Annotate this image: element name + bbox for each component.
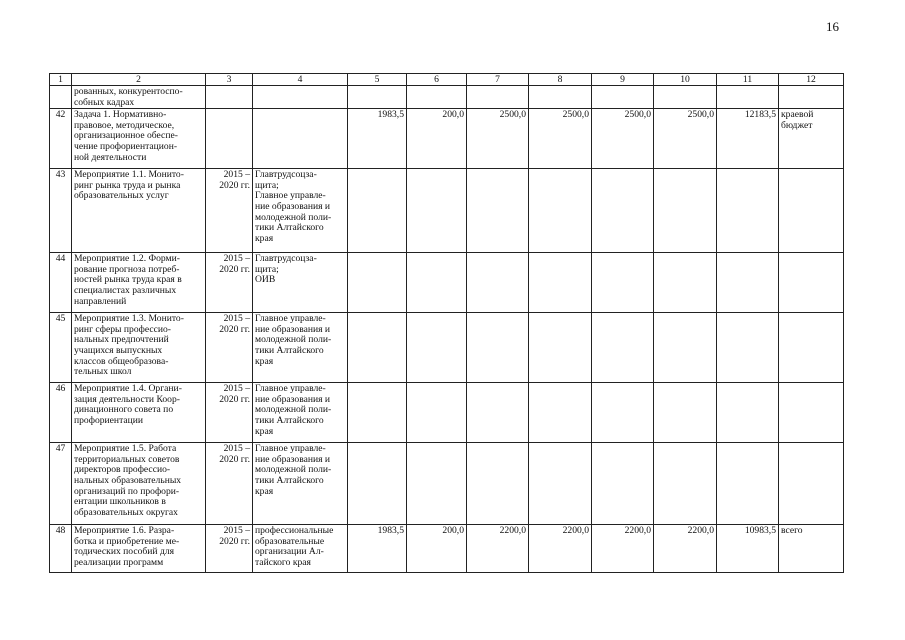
value-cell-v6: 200,0 xyxy=(407,525,467,573)
value-cell-v11 xyxy=(717,253,779,313)
measure-name-line: ентации школьников в xyxy=(74,496,166,508)
executor-cell-line: тайского края xyxy=(255,556,311,568)
measure-name-line: образовательных округах xyxy=(74,506,178,518)
measure-name-line: собных кадрах xyxy=(74,96,135,108)
executor-cell-line: ние образования и xyxy=(255,393,331,405)
header-cell: 2 xyxy=(72,74,206,86)
measure-name xyxy=(72,86,206,109)
program-table xyxy=(49,73,844,573)
measure-name-line: динационного совета по xyxy=(74,404,174,416)
executor-cell-line: ние образования и xyxy=(255,453,331,465)
executor-cell-line: Главное управле- xyxy=(255,313,326,325)
executor-cell xyxy=(253,169,348,253)
value-cell-v8 xyxy=(529,383,592,443)
measure-name-line: организаций по профори- xyxy=(74,485,180,497)
header-cell: 4 xyxy=(253,74,348,86)
funding-source-cell-line: всего xyxy=(781,525,803,537)
executor-cell-line: Главтрудсоцза- xyxy=(255,253,317,265)
value-cell-v8 xyxy=(529,169,592,253)
value-cell-v5 xyxy=(348,86,407,109)
value-cell-v6 xyxy=(407,443,467,525)
header-cell: 11 xyxy=(717,74,779,86)
measure-name-line: учащихся выпускных xyxy=(74,344,163,356)
measure-name-line: профориентации xyxy=(74,414,144,426)
value-cell-v6 xyxy=(407,86,467,109)
executor-cell-line: молодежной поли- xyxy=(255,211,332,223)
header-cell: 1 xyxy=(50,74,72,86)
value-cell-v5 xyxy=(348,313,407,383)
executor-cell-line: молодежной поли- xyxy=(255,404,332,416)
value-cell-v5 xyxy=(348,169,407,253)
funding-source-cell xyxy=(779,383,844,443)
measure-name-line: тельных школ xyxy=(74,366,132,378)
value-cell-v10: 2500,0 xyxy=(654,109,717,169)
measure-name-line: ботка и приобретение ме- xyxy=(74,535,180,547)
value-cell-v7 xyxy=(467,253,529,313)
executor-cell xyxy=(253,313,348,383)
measure-name-line: Мероприятие 1.2. Форми- xyxy=(74,253,180,265)
value-cell-v5: 1983,5 xyxy=(348,525,407,573)
value-cell-v10 xyxy=(654,313,717,383)
period-cell xyxy=(206,169,253,253)
period-cell-line: 2020 гг. xyxy=(219,323,250,335)
value-cell-v9 xyxy=(592,253,654,313)
table-row xyxy=(50,313,844,383)
executor-cell-line: Главтрудсоцза- xyxy=(255,169,317,181)
value-cell-v5: 1983,5 xyxy=(348,109,407,169)
measure-name-line: Мероприятие 1.6. Разра- xyxy=(74,525,175,537)
measure-name xyxy=(72,383,206,443)
period-cell-line: 2020 гг. xyxy=(219,453,250,465)
executor-cell-line: ние образования и xyxy=(255,323,331,335)
executor-cell-line: молодежной поли- xyxy=(255,334,332,346)
row-number: 43 xyxy=(50,169,72,253)
value-cell-v10 xyxy=(654,86,717,109)
executor-cell-line: Главное управле- xyxy=(255,190,326,202)
value-cell-v11 xyxy=(717,383,779,443)
value-cell-v9 xyxy=(592,86,654,109)
period-cell xyxy=(206,525,253,573)
executor-cell xyxy=(253,383,348,443)
period-cell xyxy=(206,109,253,169)
period-cell xyxy=(206,443,253,525)
value-cell-v11: 10983,5 xyxy=(717,525,779,573)
value-cell-v11 xyxy=(717,443,779,525)
measure-name-line: ринг сферы профессио- xyxy=(74,323,171,335)
value-cell-v11 xyxy=(717,313,779,383)
period-cell-line: 2020 гг. xyxy=(219,393,250,405)
value-cell-v7 xyxy=(467,443,529,525)
executor-cell xyxy=(253,109,348,169)
period-cell xyxy=(206,253,253,313)
value-cell-v6 xyxy=(407,383,467,443)
measure-name xyxy=(72,109,206,169)
measure-name-line: ной деятельности xyxy=(74,151,147,163)
value-cell-v10 xyxy=(654,253,717,313)
measure-name-line: правовое, методическое, xyxy=(74,119,175,131)
value-cell-v7 xyxy=(467,383,529,443)
header-cell: 10 xyxy=(654,74,717,86)
executor-cell-line: края xyxy=(255,355,274,367)
period-cell-line: 2015 – xyxy=(223,313,250,325)
executor-cell-line: ОИВ xyxy=(255,274,276,286)
measure-name-line: специалистах различных xyxy=(74,284,177,296)
row-number xyxy=(50,86,72,109)
value-cell-v6: 200,0 xyxy=(407,109,467,169)
executor-cell-line: края xyxy=(255,485,274,497)
executor-cell xyxy=(253,86,348,109)
measure-name-line: Мероприятие 1.5. Работа xyxy=(74,443,177,455)
value-cell-v10 xyxy=(654,383,717,443)
funding-source-cell-line: краевой xyxy=(781,109,814,121)
value-cell-v7: 2200,0 xyxy=(467,525,529,573)
period-cell-line: 2015 – xyxy=(223,525,250,537)
executor-cell-line: Главное управле- xyxy=(255,443,326,455)
executor-cell-line: края xyxy=(255,232,274,244)
value-cell-v10 xyxy=(654,443,717,525)
table-header-row xyxy=(50,74,844,86)
executor-cell-line: организации Ал- xyxy=(255,546,324,558)
value-cell-v8 xyxy=(529,86,592,109)
header-cell: 9 xyxy=(592,74,654,86)
executor-cell-line: Главное управле- xyxy=(255,383,326,395)
table-row xyxy=(50,525,844,573)
measure-name-line: тодических пособий для xyxy=(74,546,175,558)
table-row xyxy=(50,383,844,443)
row-number: 45 xyxy=(50,313,72,383)
measure-name xyxy=(72,169,206,253)
value-cell-v10 xyxy=(654,169,717,253)
measure-name-line: направлений xyxy=(74,295,127,307)
measure-name-line: территориальных советов xyxy=(74,453,180,465)
measure-name-line: классов общеобразова- xyxy=(74,355,169,367)
executor-cell-line: профессиональные xyxy=(255,525,334,537)
funding-source-cell xyxy=(779,86,844,109)
executor-cell-line: края xyxy=(255,425,274,437)
measure-name-line: реализации программ xyxy=(74,556,164,568)
value-cell-v7 xyxy=(467,169,529,253)
header-cell: 3 xyxy=(206,74,253,86)
row-number: 46 xyxy=(50,383,72,443)
executor-cell-line: тики Алтайского xyxy=(255,474,324,486)
value-cell-v9 xyxy=(592,383,654,443)
value-cell-v6 xyxy=(407,253,467,313)
value-cell-v10: 2200,0 xyxy=(654,525,717,573)
executor-cell-line: тики Алтайского xyxy=(255,344,324,356)
value-cell-v9 xyxy=(592,313,654,383)
measure-name-line: Задача 1. Нормативно- xyxy=(74,109,167,121)
measure-name-line: чение профориентацион- xyxy=(74,140,178,152)
value-cell-v11: 12183,5 xyxy=(717,109,779,169)
header-cell: 8 xyxy=(529,74,592,86)
table-row xyxy=(50,169,844,253)
measure-name-line: Мероприятие 1.1. Монито- xyxy=(74,169,184,181)
row-number: 42 xyxy=(50,109,72,169)
executor-cell-line: тики Алтайского xyxy=(255,222,324,234)
measure-name-line: образовательных услуг xyxy=(74,190,169,202)
period-cell-line: 2015 – xyxy=(223,443,250,455)
value-cell-v5 xyxy=(348,253,407,313)
row-number: 47 xyxy=(50,443,72,525)
period-cell xyxy=(206,383,253,443)
period-cell xyxy=(206,86,253,109)
table-row xyxy=(50,109,844,169)
executor-cell xyxy=(253,443,348,525)
value-cell-v6 xyxy=(407,169,467,253)
executor-cell-line: ние образования и xyxy=(255,200,331,212)
measure-name-line: Мероприятие 1.4. Органи- xyxy=(74,383,182,395)
period-cell-line: 2015 – xyxy=(223,253,250,265)
measure-name xyxy=(72,443,206,525)
period-cell-line: 2020 гг. xyxy=(219,179,250,191)
executor-cell-line: щита; xyxy=(255,263,279,275)
page-number: 16 xyxy=(826,19,839,34)
funding-source-cell xyxy=(779,253,844,313)
period-cell-line: 2020 гг. xyxy=(219,535,250,547)
row-number: 44 xyxy=(50,253,72,313)
funding-source-cell xyxy=(779,169,844,253)
measure-name-line: директоров профессио- xyxy=(74,464,171,476)
period-cell-line: 2020 гг. xyxy=(219,263,250,275)
value-cell-v9: 2500,0 xyxy=(592,109,654,169)
value-cell-v8: 2200,0 xyxy=(529,525,592,573)
value-cell-v6 xyxy=(407,313,467,383)
period-cell xyxy=(206,313,253,383)
measure-name-line: ринг рынка труда и рынка xyxy=(74,179,181,191)
value-cell-v11 xyxy=(717,86,779,109)
measure-name-line: нальных образовательных xyxy=(74,474,182,486)
value-cell-v9 xyxy=(592,443,654,525)
row-number: 48 xyxy=(50,525,72,573)
value-cell-v7: 2500,0 xyxy=(467,109,529,169)
funding-source-cell xyxy=(779,525,844,573)
period-cell-line: 2015 – xyxy=(223,383,250,395)
measure-name-line: зация деятельности Коор- xyxy=(74,393,180,405)
measure-name-line: ностей рынка труда края в xyxy=(74,274,182,286)
value-cell-v5 xyxy=(348,443,407,525)
funding-source-cell xyxy=(779,443,844,525)
value-cell-v11 xyxy=(717,169,779,253)
header-cell: 12 xyxy=(779,74,844,86)
measure-name-line: нальных предпочтений xyxy=(74,334,169,346)
table-row xyxy=(50,253,844,313)
measure-name-line: Мероприятие 1.3. Монито- xyxy=(74,313,184,325)
value-cell-v7 xyxy=(467,313,529,383)
value-cell-v9 xyxy=(592,169,654,253)
measure-name-line: рованных, конкурентоспо- xyxy=(74,86,183,97)
executor-cell-line: образовательные xyxy=(255,535,325,547)
executor-cell xyxy=(253,525,348,573)
value-cell-v7 xyxy=(467,86,529,109)
header-cell: 7 xyxy=(467,74,529,86)
value-cell-v8: 2500,0 xyxy=(529,109,592,169)
value-cell-v5 xyxy=(348,383,407,443)
value-cell-v8 xyxy=(529,313,592,383)
measure-name xyxy=(72,253,206,313)
table-row xyxy=(50,443,844,525)
value-cell-v8 xyxy=(529,443,592,525)
executor-cell xyxy=(253,253,348,313)
executor-cell-line: тики Алтайского xyxy=(255,414,324,426)
measure-name-line: рование прогноза потреб- xyxy=(74,263,180,275)
period-cell-line: 2015 – xyxy=(223,169,250,181)
executor-cell-line: щита; xyxy=(255,179,279,191)
table-row xyxy=(50,86,844,109)
measure-name xyxy=(72,313,206,383)
funding-source-cell xyxy=(779,313,844,383)
executor-cell-line: молодежной поли- xyxy=(255,464,332,476)
value-cell-v9: 2200,0 xyxy=(592,525,654,573)
measure-name-line: организационное обеспе- xyxy=(74,130,178,142)
funding-source-cell xyxy=(779,109,844,169)
header-cell: 6 xyxy=(407,74,467,86)
funding-source-cell-line: бюджет xyxy=(781,119,813,131)
measure-name xyxy=(72,525,206,573)
value-cell-v8 xyxy=(529,253,592,313)
header-cell: 5 xyxy=(348,74,407,86)
